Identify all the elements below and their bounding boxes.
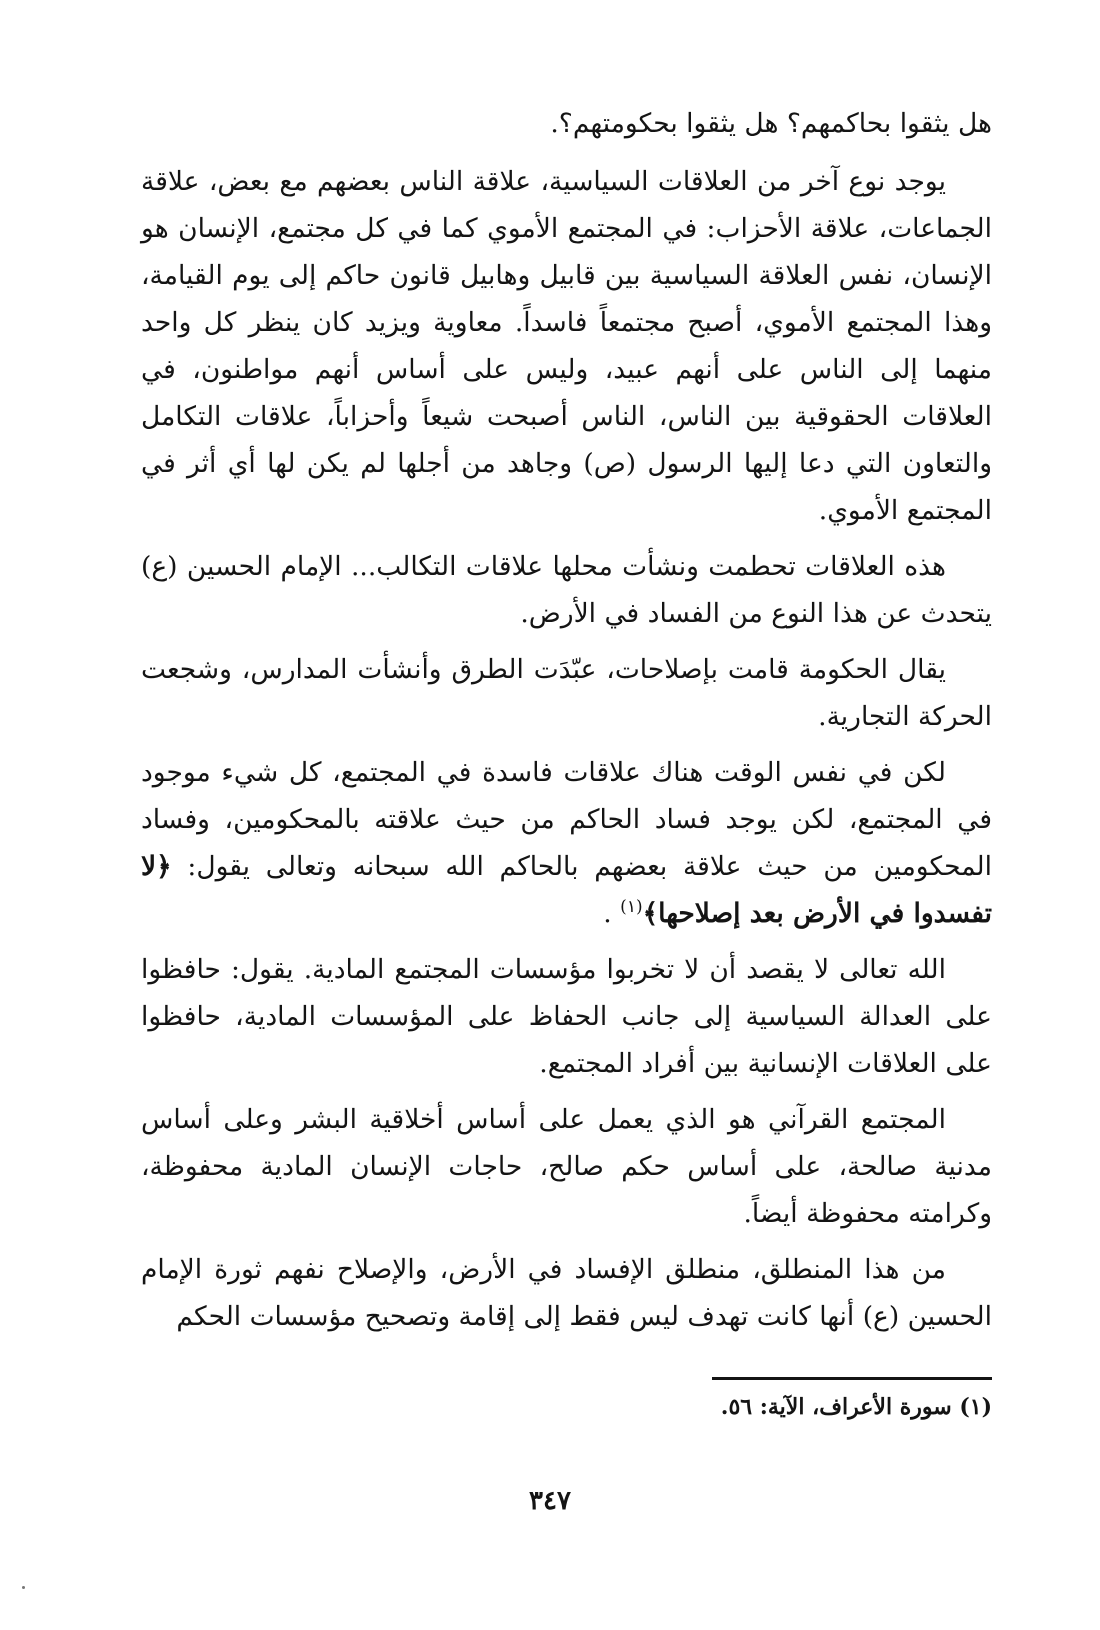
page-number: ٣٤٧ <box>529 1486 571 1516</box>
paragraph: يوجد نوع آخر من العلاقات السياسية، علاقة الناس بعضهم مع بعض، علاقة الجماعات، علاقة الأحزاب: في المجتمع الأموي كما في كل مجتمع، الإنسان هو الإنسان، نفس العلاقة السياسية بين قابيل وهابيل قانون حاكم إلى يوم القيامة، وهذا المجتمع الأموي، أصبح مجتمعاً فاسداً. معاوية ويزيد كان ينظر كل واحد منهما إلى الناس على أنهم عبيد، وليس على أساس أنهم مواطنون، في العلاقات الحقوقية بين الناس، الناس أصبحت شيعاً وأحزاباً، علاقات التكامل والتعاون التي دعا إليها الرسول (ص) وجاهد من أجلها لم يكن لها أي أثر في المجتمع الأموي. <box>141 166 992 526</box>
paragraph: هل يثقوا بحاكمهم؟ هل يثقوا بحكومتهم؟. <box>550 108 992 139</box>
paragraph-lead-text: لكن في نفس الوقت هناك علاقات فاسدة في المجتمع، كل شيء موجود في المجتمع، لكن يوجد فساد الحاكم من حيث علاقته بالمحكومين، وفساد المحكومين من حيث علاقة بعضهم بالحاكم الله سبحانه وتعالى يقول: <box>141 757 992 882</box>
scan-speck <box>22 1586 25 1589</box>
footnote-marker: (١) <box>620 897 643 918</box>
paragraph: المجتمع القرآني هو الذي يعمل على أساس أخلاقية البشر وعلى أساس مدنية صالحة، على أساس حكم صالح، حاجات الإنسان المادية محفوظة، وكرامته محفوظة أيضاً. <box>141 1104 992 1229</box>
paragraph: يقال الحكومة قامت بإصلاحات، عبّدَت الطرق وأنشأت المدارس، وشجعت الحركة التجارية. <box>141 654 992 732</box>
paragraph-with-verse <box>141 749 992 937</box>
body-text <box>141 100 992 1349</box>
footnote-divider <box>712 1377 992 1380</box>
paragraph: من هذا المنطلق، منطلق الإفساد في الأرض، والإصلاح نفهم ثورة الإمام الحسين (ع) أنها كانت تهدف ليس فقط إلى إقامة وتصحيح مؤسسات الحكم <box>141 1254 992 1332</box>
paragraph: هذه العلاقات تحطمت ونشأت محلها علاقات التكالب... الإمام الحسين (ع) يتحدث عن هذا النوع من الفساد في الأرض. <box>141 551 992 629</box>
footnote: (١) سورة الأعراف، الآية: ٥٦. <box>720 1394 992 1420</box>
paragraph-tail: . <box>603 898 612 929</box>
quran-verse: ﴿لا تفسدوا في الأرض بعد إصلاحها﴾ <box>141 851 992 929</box>
paragraph: الله تعالى لا يقصد أن لا تخربوا مؤسسات المجتمع المادية. يقول: حافظوا على العدالة السياسية إلى جانب الحفاظ على المؤسسات المادية، حافظوا على العلاقات الإنسانية بين أفراد المجتمع. <box>141 954 992 1079</box>
